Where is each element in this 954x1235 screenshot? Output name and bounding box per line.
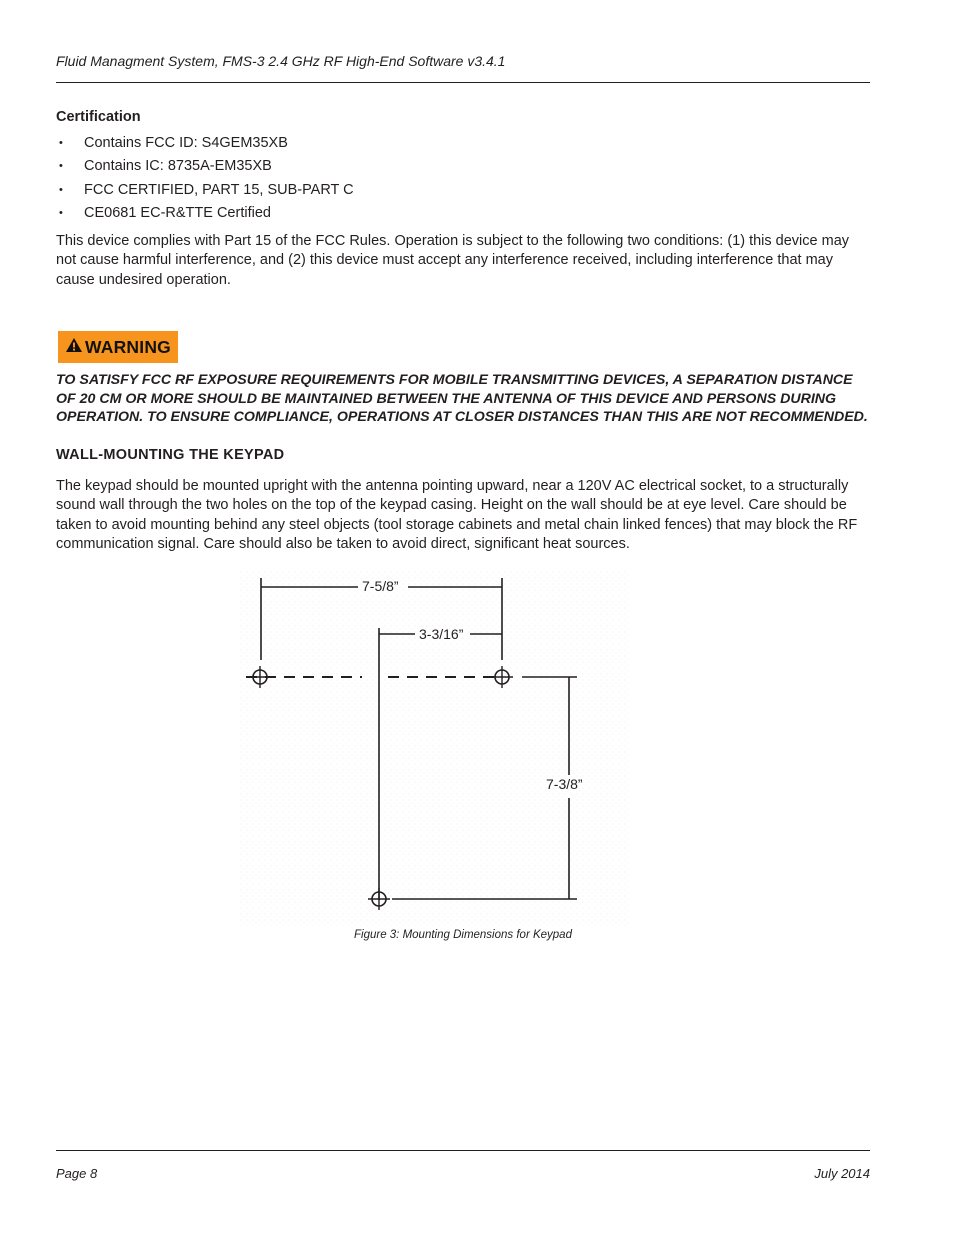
warning-badge — [58, 331, 178, 363]
dimension-height-label: 7-3/8” — [546, 776, 583, 792]
certification-list — [56, 135, 354, 228]
mounting-diagram — [240, 570, 630, 926]
dimension-width-label: 7-5/8” — [362, 578, 399, 594]
document-header: Fluid Managment System, FMS-3 2.4 GHz RF High-End Software v3.4.1 — [56, 53, 506, 69]
page-number: Page 8 — [56, 1166, 98, 1181]
footer-date: July 2014 — [814, 1166, 870, 1181]
figure-caption: Figure 3: Mounting Dimensions for Keypad — [354, 929, 572, 941]
header-rule — [56, 82, 870, 83]
warning-label: WARNING — [85, 336, 171, 357]
certification-heading: Certification — [56, 109, 141, 125]
list-item: • Contains IC: 8735A-EM35XB — [56, 158, 354, 181]
list-item: • Contains FCC ID: S4GEM35XB — [56, 135, 354, 158]
wall-mounting-heading: WALL-MOUNTING THE KEYPAD — [56, 447, 285, 463]
warning-text: TO SATISFY FCC RF EXPOSURE REQUIREMENTS FOR MOBILE TRANSMITTING DEVICES, A SEPARATION DISTANCE OF 20 CM OR MORE SHOULD BE MAINTAINED BETWEEN THE ANTENNA OF THIS DEVICE AND PERSONS DURING OPERATION. TO ENSURE COMPLIANCE, OPERATIONS AT CLOSER DISTANCES THAN THIS ARE NOT RECOMMENDED. — [56, 372, 868, 425]
warning-triangle-icon — [65, 337, 83, 358]
dimension-offset-label: 3-3/16” — [419, 626, 464, 642]
compliance-paragraph: This device complies with Part 15 of the FCC Rules. Operation is subject to the following two conditions: (1) this device may not cause harmful interference, and (2) this device must accept any interference received, including interference that may cause undesired operation. — [56, 233, 850, 288]
list-item: • FCC CERTIFIED, PART 15, SUB-PART C — [56, 182, 354, 205]
footer-rule — [56, 1150, 870, 1151]
list-item: • CE0681 EC-R&TTE Certified — [56, 205, 354, 228]
mounting-dimensions-figure — [240, 570, 630, 926]
wall-mounting-paragraph: The keypad should be mounted upright with the antenna pointing upward, near a 120V AC electrical socket, to a structurally sound wall through the two holes on the top of the keypad casing. Height on the wall should be at eye level. Care should be taken to avoid mounting behind any steel objects (tool storage cabinets and metal chain linked fences) that may block the RF communication signal. Care should also be taken to avoid direct, significant heat sources. — [56, 478, 858, 552]
